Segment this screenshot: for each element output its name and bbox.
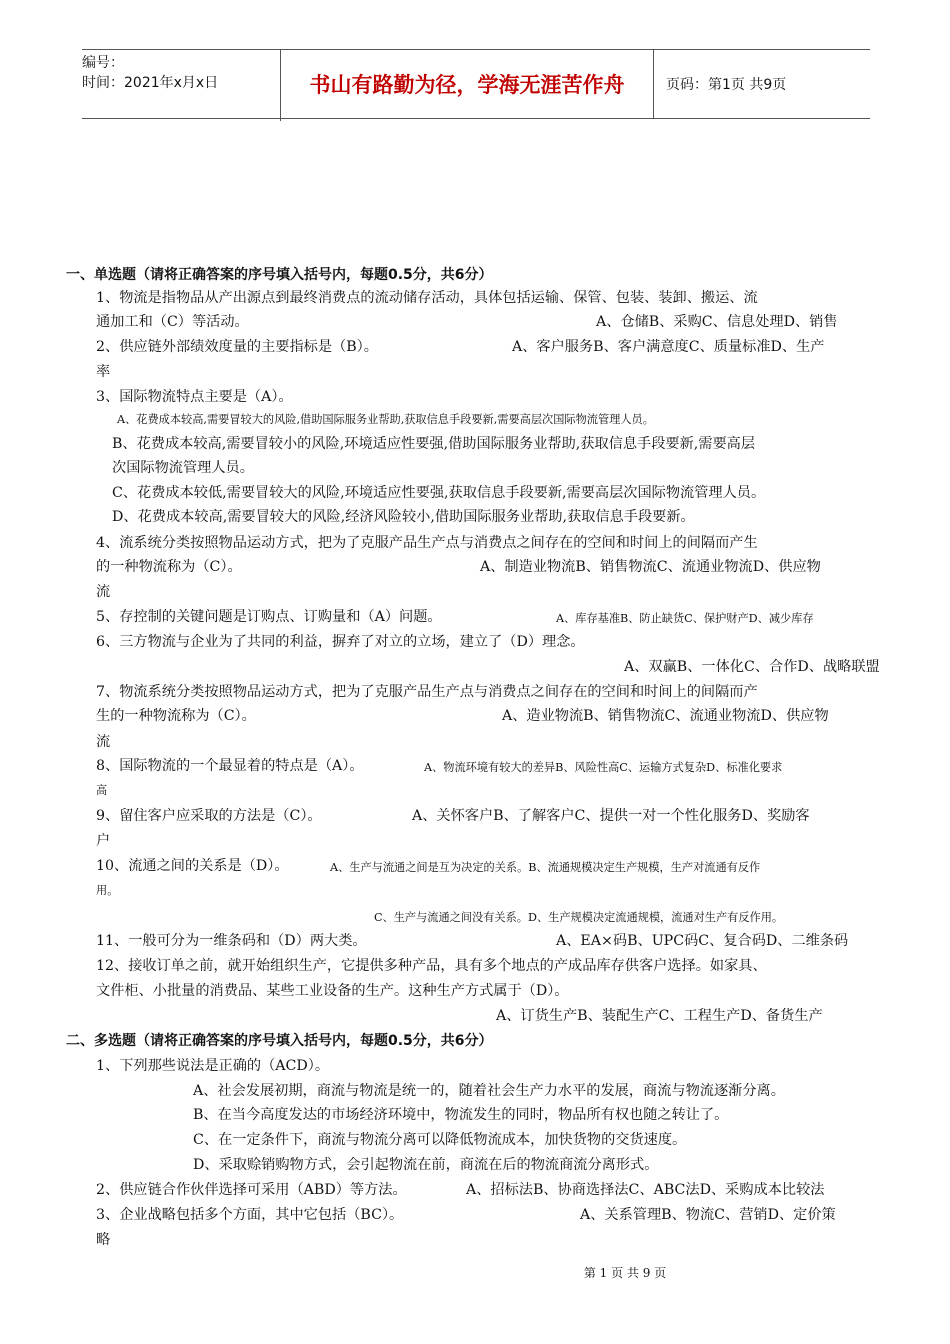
text-line: 10、流通之间的关系是（D）。 [96,858,289,874]
text-line: A、物流环境有较大的差异B、风险性高C、运输方式复杂D、标准化要求 [424,761,783,774]
text-line: 用。 [96,884,119,897]
text-line: 3、国际物流特点主要是（A）。 [96,389,293,405]
text-line: A、仓储B、采购C、信息处理D、销售 [596,314,838,330]
text-line: A、双赢B、一体化C、合作D、战略联盟 [624,659,880,675]
document-number-label: 编号： [82,55,124,71]
text-line: A、关怀客户B、了解客户C、提供一对一个性化服务D、奖励客 [412,808,810,824]
text-line: 户 [96,833,111,849]
text-line: 的一种物流称为（C）。 [96,559,242,575]
text-line: 1、物流是指物品从产出源点到最终消费点的流动储存活动，具体包括运输、保管、包装、装卸、搬运、流 [96,290,758,306]
text-line: 11、一般可分为一维条码和（D）两大类。 [96,933,367,949]
text-line: A、库存基准B、防止缺货C、保护财产D、减少库存 [556,612,814,625]
text-line: A、社会发展初期，商流与物流是统一的，随着社会生产力水平的发展，商流与物流逐渐分离。 [193,1083,785,1099]
section-heading: 二、多选题（请将正确答案的序号填入括号内，每题0.5分，共6分） [66,1033,493,1049]
text-line: A、生产与流通之间是互为决定的关系。B、流通规模决定生产规模，生产对流通有反作 [330,861,761,874]
page-footer: 第 1 页 共 9 页 [583,1266,667,1280]
text-line: A、EA×码B、UPC码C、复合码D、二维条码 [556,933,849,949]
text-line: A、招标法B、协商选择法C、ABC法D、采购成本比较法 [466,1182,825,1198]
text-line: 2、供应链合作伙伴选择可采用（ABD）等方法。 [96,1182,407,1198]
text-line: 7、物流系统分类按照物品运动方式，把为了克服产品生产点与消费点之间存在的空间和时间上的间隔而产 [96,684,758,700]
header-page-number: 页码：第1页 共9页 [666,77,787,93]
text-line: B、在当今高度发达的市场经济环境中，物流发生的同时，物品所有权也随之转让了。 [193,1107,729,1123]
text-line: 率 [96,364,111,380]
header-motto: 书山有路勤为径，学海无涯苦作舟 [281,50,654,118]
text-line: A、订货生产B、装配生产C、工程生产D、备货生产 [496,1008,823,1024]
text-line: 9、留住客户应采取的方法是（C）。 [96,808,322,824]
text-line: 3、企业战略包括多个方面，其中它包括（BC）。 [96,1207,404,1223]
text-line: B、花费成本较高,需要冒较小的风险,环境适应性要强,借助国际服务业帮助,获取信息手段要新,需要高层 [112,436,756,452]
header-meta [82,50,281,121]
text-line: 通加工和（C）等活动。 [96,314,249,330]
text-line: 次国际物流管理人员。 [112,460,254,476]
section-heading: 一、单选题（请将正确答案的序号填入括号内，每题0.5分，共6分） [66,267,493,283]
text-line: A、花费成本较高,需要冒较大的风险,借助国际服务业帮助,获取信息手段要新,需要高层次国际物流管理人员。 [117,413,654,426]
text-line: A、造业物流B、销售物流C、流通业物流D、供应物 [502,708,829,724]
text-line: 生的一种物流称为（C）。 [96,708,256,724]
text-line: A、客户服务B、客户满意度C、质量标准D、生产 [512,339,825,355]
text-line: A、关系管理B、物流C、营销D、定价策 [580,1207,836,1223]
text-line: 4、流系统分类按照物品运动方式，把为了克服产品生产点与消费点之间存在的空间和时间上的间隔而产生 [96,535,758,551]
text-line: 高 [96,784,108,797]
text-line: 流 [96,584,111,600]
text-line: 流 [96,734,111,750]
document-time-label: 时间：2021年x月x日 [82,75,219,91]
text-line: 12、接收订单之前，就开始组织生产，它提供多种产品，具有多个地点的产成品库存供客户选择。如家具、 [96,958,767,974]
text-line: 8、国际物流的一个最显着的特点是（A）。 [96,758,364,774]
text-line: D、采取赊销购物方式，会引起物流在前，商流在后的物流商流分离形式。 [193,1157,659,1173]
text-line: 5、存控制的关键问题是订购点、订购量和（A）问题。 [96,609,442,625]
page-header [82,49,870,119]
text-line: C、生产与流通之间没有关系。D、生产规模决定流通规模，流通对生产有反作用。 [374,911,784,924]
text-line: D、花费成本较高,需要冒较大的风险,经济风险较小,借助国际服务业帮助,获取信息手段要新。 [112,509,695,525]
text-line: 6、三方物流与企业为了共同的利益，摒弃了对立的立场，建立了（D）理念。 [96,634,585,650]
text-line: 文件柜、小批量的消费品、某些工业设备的生产。这种生产方式属于（D）。 [96,983,569,999]
text-line: C、在一定条件下，商流与物流分离可以降低物流成本，加快货物的交货速度。 [193,1132,687,1148]
text-line: 略 [96,1232,111,1248]
text-line: C、花费成本较低,需要冒较大的风险,环境适应性要强,获取信息手段要新,需要高层次国际物流管理人员。 [112,485,766,501]
text-line: 1、下列那些说法是正确的（ACD）。 [96,1058,330,1074]
text-line: 2、供应链外部绩效度量的主要指标是（B）。 [96,339,378,355]
text-line: A、制造业物流B、销售物流C、流通业物流D、供应物 [480,559,821,575]
